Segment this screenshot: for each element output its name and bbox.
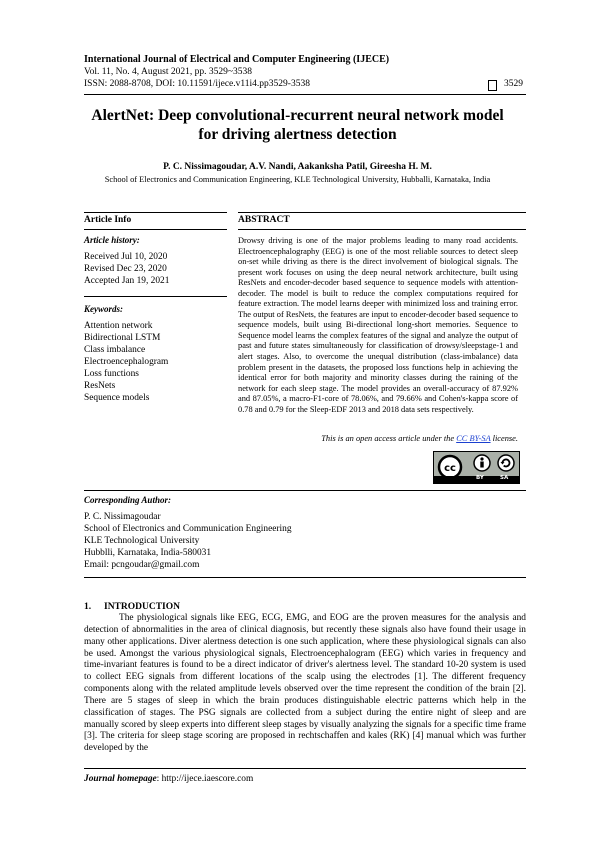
footer-rule xyxy=(84,768,526,769)
badge-label-strip xyxy=(434,476,519,483)
share-alike-icon xyxy=(498,455,514,471)
title-line-2: for driving alertness detection xyxy=(198,126,397,143)
issn-line: ISSN: 2088-8708, DOI: 10.11591/ijece.v11i4.pp3529-3538 xyxy=(84,79,310,89)
corresponding-rule xyxy=(84,490,526,491)
keyword-item: ResNets xyxy=(84,381,116,391)
keyword-item: Class imbalance xyxy=(84,345,146,355)
keywords-label: Keywords: xyxy=(84,304,123,314)
corresponding-label: Corresponding Author: xyxy=(84,495,171,505)
cc-logo-icon xyxy=(439,456,461,476)
journal-homepage xyxy=(84,774,253,784)
page-number: 3529 xyxy=(504,79,523,89)
badge-by-label: BY xyxy=(476,475,484,481)
authors: P. C. Nissimagoudar, A.V. Nandi, Aakanksha Patil, Gireesha H. M. xyxy=(163,162,432,172)
section-number: 1. xyxy=(84,602,92,612)
attribution-icon xyxy=(474,455,490,471)
cc-badge-icons xyxy=(434,452,519,476)
corresponding-address: Hubblli, Karnataka, India-580031 xyxy=(84,548,212,558)
abstract-top-rule xyxy=(238,212,526,213)
abstract-sub-rule xyxy=(238,229,526,230)
footer-label: Journal homepage xyxy=(84,774,157,784)
footer-url[interactable]: : http://ijece.iaescore.com xyxy=(156,774,254,784)
keywords-rule xyxy=(84,296,227,297)
svg-text:cc: cc xyxy=(444,463,456,474)
license-link[interactable]: CC BY-SA xyxy=(456,434,491,443)
keyword-item: Loss functions xyxy=(84,369,139,379)
section-heading xyxy=(84,602,180,612)
corresponding-name: P. C. Nissimagoudar xyxy=(84,512,161,522)
introduction-paragraph: The physiological signals like EEG, ECG, EMG, and EOG are the proven measures for the analysis and detection of abnormalities in the area of clinical diagnosis, but recently these signals also have found their usage in many other applications. Diver alertness detection is one such application, where these physiological signals can also be used. Amongst the various physiological signals, Electroencephalogram (EEG) which varies in frequency and time-invariant features is found to be a direct indicator of driver's alertness level. The standard 10-20 system is used to collect EEG signals from different locations of the scalp using the electrodes [1]. The different frequency components along with the related amplitude levels observed over the time represent the condition of the brain [2]. There are 5 stages of sleep in which the brain produces distinguishable electric patterns which help in the classification of stages. The PSG signals are collected from a subject during the entire night of sleep and are manually scored by sleep experts into different sleep stages by visually analyzing the signals for a specific time frame [3]. The criteria for sleep stage scoring are proposed in rechtschaffen and kales (RK) [4] manual which was further developed by the xyxy=(84,613,526,754)
affiliation: School of Electronics and Communication Engineering, KLE Technological University, Hubballi, Karnataka, India xyxy=(104,175,491,184)
info-top-rule xyxy=(84,212,227,213)
info-sub-rule xyxy=(84,229,227,230)
corresponding-bottom-rule xyxy=(84,577,526,578)
corresponding-school: School of Electronics and Communication Engineering xyxy=(84,524,292,534)
history-label: Article history: xyxy=(84,235,140,245)
keyword-item: Bidirectional LSTM xyxy=(84,333,161,343)
keyword-item: Attention network xyxy=(84,321,153,331)
open-access-prefix: This is an open access article under the xyxy=(321,434,457,443)
open-access-suffix: license. xyxy=(490,434,518,443)
title-line-1: AlertNet: Deep convolutional-recurrent neural network model xyxy=(91,107,504,124)
keyword-item: Electroencephalogram xyxy=(84,357,169,367)
header-divider xyxy=(84,94,526,95)
square-icon xyxy=(488,80,497,91)
corresponding-university: KLE Technological University xyxy=(84,536,200,546)
open-access-note xyxy=(238,434,518,443)
volume-line: Vol. 11, No. 4, August 2021, pp. 3529~3538 xyxy=(84,67,252,77)
keywords-list xyxy=(84,320,168,404)
keyword-item: Sequence models xyxy=(84,393,150,403)
abstract-text: Drowsy driving is one of the major problems leading to many road accidents. Electroencephalography (EEG) is one of the most reliable sources to detect sleep on-set while driving as there is the direct involvement of biological signals. The present work focuses on using the deep neural network architecture, built using ResNets and encoder-decoder based sequence to sequence models with attention-decoder. The model is built to reduce the complex computations required for feature extraction. The model learns deeper with minimized loss and training error. The output of ResNets, the features are input to encoder-decoder based sequence to sequence models, built using Bi-directional long-short memories. Sequence to Sequence model learns the complex features of the signal and analyze the output of past and future states simultaneously for classification of drowsy/sleepstage-1 and alert stages. Also, to overcome the unequal distribution (class-imbalance) data problem present in the datasets, the proposed loss functions help in achieving the identical error for both majority and minority classes during the raining of the network for each sleep stage. The model provides an overall-accuracy of 87.92% and 87.05%, a macro-F1-core of 78.06%, and 79.66% and Cohen's-kappa score of 0.78 and 0.79 for the Sleep-EDF 2013 and 2018 data sets respectively. xyxy=(238,236,518,414)
accepted-date: Accepted Jan 19, 2021 xyxy=(84,276,170,286)
journal-name: International Journal of Electrical and Computer Engineering (IJECE) xyxy=(84,54,390,65)
introduction-body xyxy=(84,613,526,755)
revised-date: Revised Dec 23, 2020 xyxy=(84,264,167,274)
corresponding-details xyxy=(84,511,292,571)
corresponding-email: Email: pcngoudar@gmail.com xyxy=(84,560,200,570)
section-title: INTRODUCTION xyxy=(104,602,181,612)
cc-by-sa-badge[interactable] xyxy=(433,451,520,484)
paper-title xyxy=(60,106,535,144)
abstract-heading: ABSTRACT xyxy=(238,215,290,225)
badge-sa-label: SA xyxy=(500,475,509,481)
received-date: Received Jul 10, 2020 xyxy=(84,252,168,262)
article-info-heading: Article Info xyxy=(84,215,132,225)
